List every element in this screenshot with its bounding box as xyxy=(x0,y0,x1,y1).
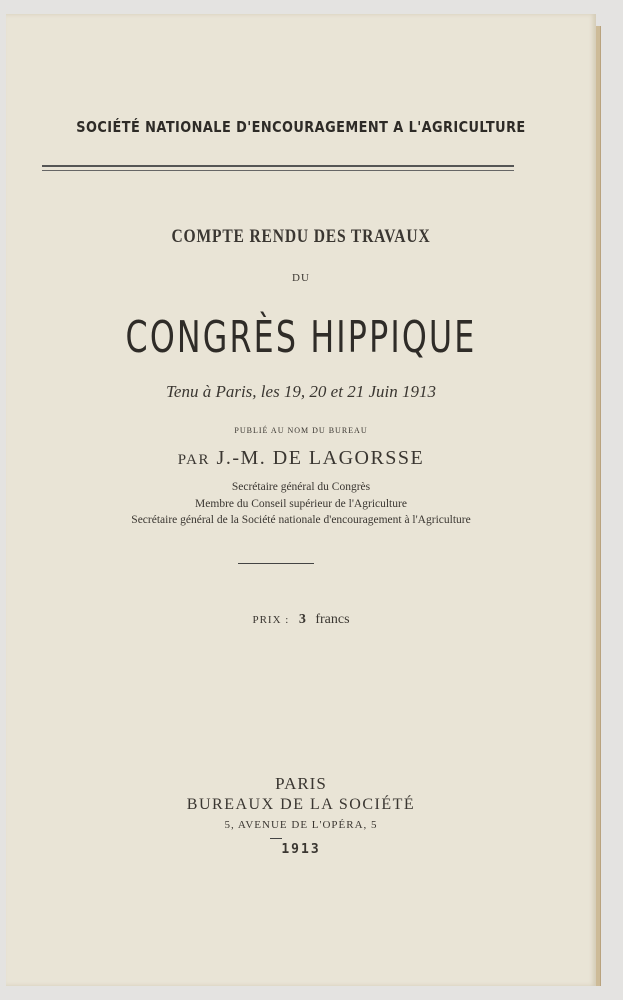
society-header: SOCIÉTÉ NATIONALE D'ENCOURAGEMENT A L'AGRICULTURE xyxy=(76,118,526,136)
imprint-address: 5, AVENUE DE L'OPÉRA, 5 xyxy=(224,819,378,831)
author-line xyxy=(6,447,596,470)
price-unit: francs xyxy=(315,612,350,627)
title-page xyxy=(6,14,596,986)
author-title: Secrétaire général de la Société nationale d'encouragement à l'Agriculture xyxy=(131,514,471,526)
imprint-year: 1913 xyxy=(281,842,321,857)
title-du: DU xyxy=(292,272,310,284)
price-label: PRIX : xyxy=(252,614,290,626)
author-title: Secrétaire général du Congrès xyxy=(231,481,371,493)
divider xyxy=(238,563,314,564)
book-page-edge xyxy=(596,26,601,986)
price xyxy=(6,612,596,628)
published-note: PUBLIÉ AU NOM DU BUREAU xyxy=(234,426,368,435)
main-title: CONGRÈS HIPPIQUE xyxy=(125,312,477,363)
title-line-1: COMPTE RENDU DES TRAVAUX xyxy=(171,226,431,247)
price-value: 3 xyxy=(298,612,306,627)
imprint-publisher: BUREAUX DE LA SOCIÉTÉ xyxy=(186,796,416,813)
imprint-city: PARIS xyxy=(275,774,327,793)
header-rule-thin xyxy=(42,170,514,171)
author-title: Membre du Conseil supérieur de l'Agriculture xyxy=(195,498,407,510)
author-prefix: PAR xyxy=(177,452,211,468)
imprint-rule xyxy=(270,838,282,839)
author-name: J.-M. DE LAGORSSE xyxy=(216,447,425,469)
header-rule-thick xyxy=(42,165,514,167)
subtitle: Tenu à Paris, les 19, 20 et 21 Juin 1913 xyxy=(166,382,436,401)
